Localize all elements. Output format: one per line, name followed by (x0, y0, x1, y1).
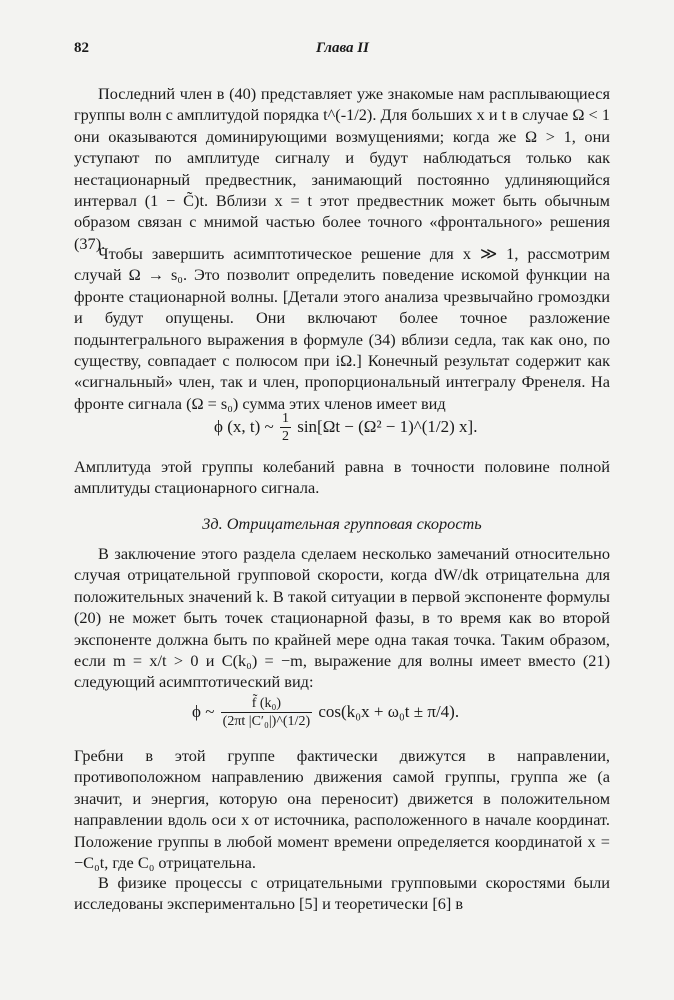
paragraph-2: Чтобы завершить асимптотическое решение для x ≫ 1, рассмотрим случай Ω → s₀. Это позволит определить поведение искомой функции на фронте стационарной волны. [Детали этого анализа чрезвычайно громоздки и будут опущены. Они включают более точное разложение подынтегрального выражения в формуле (34) вблизи седла, так как оно, по существу, совпадает с полюсом при iΩ.] Конечный результат содержит как «сигнальный» член, так и член, пропорциональный интегралу Френеля. На фронте сигнала (Ω = s₀) сумма этих членов имеет вид (74, 244, 610, 413)
formula-1-lhs: ϕ (x, t) ~ (214, 416, 274, 436)
formula-2-denominator: (2πt |C′₀|)^(1/2) (222, 714, 311, 729)
formula-2-rhs: cos(k₀x + ω₀t ± π/4). (318, 701, 460, 721)
formula-phi-asymptotic (192, 696, 459, 730)
formula-2-numerator: f̃ (k₀) (221, 696, 312, 713)
formula-2-fraction (221, 696, 312, 730)
formula-1-denominator: 2 (281, 429, 289, 444)
section-title: 3д. Отрицательная групповая скорость (202, 514, 482, 533)
paragraph-4: В заключение этого раздела сделаем несколько замечаний относительно случая отрицательной групповой скорости, когда dW/dk отрицательна для положительных значений k. В такой ситуации в первой экспоненте формулы (20) не может быть точек стационарной фазы, в то время как во второй экспоненте должна быть по крайней мере одна такая точка. Таким образом, если m = x/t > 0 и C(k₀) = −m, выражение для волны имеет вместо (21) следующий асимптотический вид: (74, 544, 610, 692)
paragraph-5: Гребни в этой группе фактически движутся в направлении, противоположном направлению движения самой группы, группа же (а значит, и энергия, которую она переносит) движется в положительном направлении вдоль оси x от источника, расположенного в начале координат. Положение группы в любой момент времени определяется координатой x = −C₀t, где C₀ отрицательна. (74, 746, 610, 873)
formula-1-fraction (280, 411, 291, 445)
paragraph-1: Последний член в (40) представляет уже знакомые нам расплывающиеся группы волн с амплитудой порядка t^(-1/2). Для больших x и t в случае Ω < 1 они оказываются доминирующими возмущениями; когда же Ω > 1, они уступают по амплитуде сигналу и будут наблюдаться только как нестационарный предвестник, занимающий постоянно удлиняющийся интервал (1 − C̃)t. Вблизи x = t этот предвестник может быть обычным образом связан с мнимой частью более точного «фронтального» решения (37). (74, 84, 610, 253)
paragraph-6: В физике процессы с отрицательными групповыми скоростями были исследованы экспериментально [5] и теоретически [6] в (74, 873, 610, 914)
page-header (74, 40, 610, 62)
paragraph-3: Амплитуда этой группы колебаний равна в точности половине полной амплитуды стационарного сигнала. (74, 457, 610, 498)
formula-2-lhs: ϕ ~ (192, 701, 215, 721)
chapter-title: Глава II (316, 40, 369, 56)
formula-phi-front (214, 411, 477, 445)
page-number: 82 (74, 40, 89, 56)
formula-1-rhs: sin[Ωt − (Ω² − 1)^(1/2) x]. (297, 416, 478, 436)
formula-1-numerator: 1 (281, 411, 289, 426)
